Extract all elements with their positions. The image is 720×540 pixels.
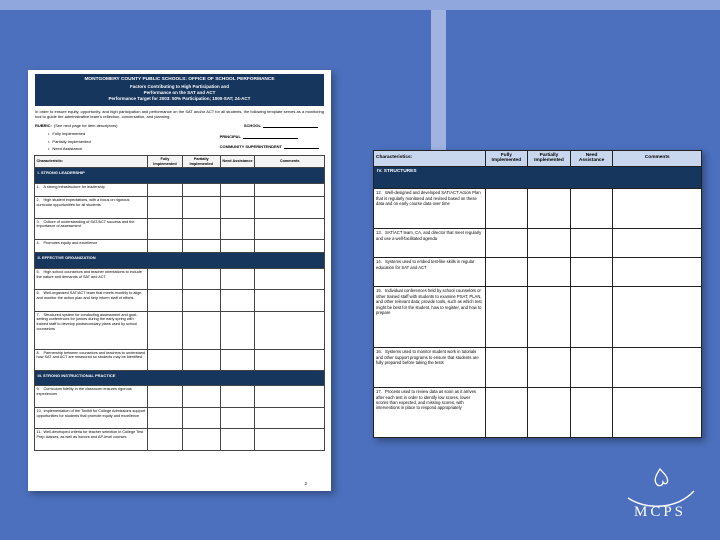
row-text: Well-developed criteria for teacher selection in College Test Prep classes, as well as honors and AP-level courses	[36, 430, 144, 440]
table-row	[35, 290, 325, 311]
cell-need-assistance	[220, 239, 255, 252]
signature-lines	[220, 134, 319, 152]
row-text: Implementation of the Toolkit for College Admissions support opportunities for students that promote equity and excellence	[36, 408, 146, 418]
row-number: 7.	[36, 312, 40, 317]
col-partially-implemented: Partially Implemented	[182, 155, 220, 167]
cell-comments	[255, 268, 325, 289]
document-subtitle-2: Performance on the SAT and ACT	[143, 90, 216, 95]
cell-comments	[255, 386, 325, 407]
cell-comments	[255, 197, 325, 218]
cell-fully-implemented	[485, 228, 528, 257]
row-text: Culture of understanding of SAT/ACT success and the importance of assessment	[36, 219, 135, 229]
document-subtitle-3: Performance Target for 2003: 50% Participation; 1000-SAT; 24-ACT	[108, 96, 251, 102]
cell-partially-implemented	[528, 188, 571, 228]
cell-need-assistance	[220, 429, 255, 451]
bullet-icon: •	[48, 131, 50, 137]
row-number: 17.	[376, 389, 382, 395]
cell-fully-implemented	[485, 387, 528, 437]
row-text: Individual conferences held by school counselors or other trained staff with students to examine PSAT, PLAN, and other relevant data; provide tools, such as which test might be best for the student, how to register, and how to prepare	[376, 288, 482, 316]
cell-comments	[255, 429, 325, 451]
cell-need-assistance	[220, 349, 255, 370]
cell-fully-implemented	[148, 239, 183, 252]
cell-fully-implemented	[148, 429, 183, 451]
cell-fully-implemented	[148, 268, 183, 289]
cell-partially-implemented	[182, 311, 220, 349]
rubric-line	[35, 123, 324, 128]
col-need-assistance: Need Assistance	[570, 151, 613, 167]
school-label: SCHOOL	[243, 123, 261, 129]
cell-characteristic	[374, 347, 486, 387]
cell-comments	[613, 347, 702, 387]
cell-need-assistance	[570, 188, 613, 228]
principal-field	[220, 134, 319, 139]
section-row-effective-organization	[35, 253, 325, 268]
superintendent-label: COMMUNITY SUPERINTENDENT	[219, 144, 282, 150]
section-title: IV. STRUCTURES	[374, 166, 702, 188]
section-title: I. STRONG LEADERSHIP	[35, 168, 325, 183]
table-row	[374, 188, 702, 228]
cell-comments	[613, 387, 702, 437]
cell-partially-implemented	[528, 347, 571, 387]
row-number: 13.	[376, 230, 382, 236]
table-row	[35, 268, 325, 289]
cell-partially-implemented	[182, 429, 220, 451]
cell-comments	[255, 311, 325, 349]
row-text: Curriculum fidelity in the classroom ensures rigorous experiences	[36, 387, 132, 397]
principal-label: PRINCIPAL	[219, 134, 241, 140]
cell-partially-implemented	[182, 183, 220, 196]
col-characteristic: Characteristic:	[35, 155, 148, 167]
cell-need-assistance	[220, 268, 255, 289]
legend-label: Fully Implemented	[52, 131, 86, 137]
intro-paragraph: In order to ensure equity, opportunity, and high participation and performance on the SAT and/or ACT for all students, the following template serves as a monitoring tool to guide the administrative team's reflection, conversation, and planning.	[35, 108, 324, 119]
cell-characteristic	[35, 349, 148, 370]
cell-characteristic	[374, 228, 486, 257]
cell-need-assistance	[570, 347, 613, 387]
cell-characteristic	[35, 218, 148, 239]
row-text: Partnership between counselors and teachers to understand how SAT and ACT are measured so students may be identified	[36, 350, 146, 360]
table-header-row	[35, 155, 325, 167]
cell-comments	[255, 407, 325, 428]
cell-need-assistance	[570, 228, 613, 257]
row-text: Well-designed and developed SAT/ACT Action Plan that is regularly monitored and revised based on these data and on early course data over time	[376, 190, 481, 207]
document-subtitle-1: Factors Contributing to High Participation and	[130, 83, 229, 89]
legend-item	[48, 130, 91, 137]
table-row	[35, 311, 325, 349]
cell-characteristic	[35, 407, 148, 428]
flame-icon	[655, 469, 667, 486]
rubric-label: RUBRIC:	[35, 123, 52, 129]
row-number: 6.	[36, 291, 40, 296]
bullet-icon: •	[48, 145, 50, 151]
row-text: Well-organized SAT/ACT team that meets monthly to align and monitor the action plan and help inform staff of efforts	[36, 291, 142, 300]
col-fully-implemented: Fully Implemented	[485, 151, 528, 167]
cell-need-assistance	[220, 386, 255, 407]
table-row	[35, 183, 325, 196]
cell-need-assistance	[220, 218, 255, 239]
table-row	[35, 218, 325, 239]
structures-table	[373, 150, 702, 438]
cell-characteristic	[374, 257, 486, 286]
table-row	[35, 349, 325, 370]
cell-need-assistance	[570, 257, 613, 286]
table-row	[35, 429, 325, 451]
cell-fully-implemented	[148, 349, 183, 370]
cell-partially-implemented	[528, 387, 571, 437]
table-row	[374, 347, 702, 387]
row-number: 3.	[36, 219, 40, 224]
cell-partially-implemented	[182, 386, 220, 407]
cell-partially-implemented	[182, 268, 220, 289]
rubric-document-page	[28, 70, 331, 491]
section-title: II. EFFECTIVE ORGANIZATION	[35, 253, 325, 268]
row-text: Systems used to embed test-like skills in regular education for SAT and ACT	[376, 259, 475, 270]
cell-partially-implemented	[528, 286, 571, 347]
cell-partially-implemented	[182, 407, 220, 428]
row-number: 8.	[36, 350, 40, 355]
rubric-table	[34, 155, 325, 451]
row-text: High student expectations, with a focus on rigorous curricular opportunities for all students	[36, 198, 130, 207]
row-number: 5.	[36, 269, 40, 274]
table-header-row	[374, 151, 702, 167]
row-number: 10.	[36, 408, 42, 413]
cell-need-assistance	[220, 407, 255, 428]
mcps-logo-text: MCPS	[633, 504, 687, 520]
section-row-strong-instructional-practice	[35, 371, 325, 386]
cell-need-assistance	[570, 286, 613, 347]
superintendent-blank-line	[284, 146, 319, 149]
legend-label: Need Assistance	[52, 145, 83, 151]
cell-characteristic	[374, 188, 486, 228]
table-row	[35, 407, 325, 428]
cell-characteristic	[35, 197, 148, 218]
bullet-icon: •	[48, 138, 50, 144]
school-field	[244, 123, 318, 128]
row-text: A strong infrastructure for leadership	[43, 184, 105, 189]
cell-characteristic	[374, 286, 486, 347]
row-number: 11.	[36, 430, 42, 435]
rubric-legend	[48, 130, 91, 152]
mcps-logo-graphic	[618, 466, 702, 526]
cell-comments	[613, 188, 702, 228]
document-title: MONTGOMERY COUNTY PUBLIC SCHOOLS: OFFICE OF SCHOOL PERFORMANCE	[84, 77, 275, 82]
cell-fully-implemented	[148, 183, 183, 196]
table-row	[35, 239, 325, 252]
mcps-logo	[618, 466, 702, 526]
cell-partially-implemented	[182, 239, 220, 252]
cell-fully-implemented	[485, 286, 528, 347]
cell-comments	[613, 257, 702, 286]
row-number: 1.	[36, 184, 40, 189]
cell-comments	[255, 218, 325, 239]
cell-characteristic	[35, 239, 148, 252]
document-header	[35, 74, 324, 106]
cell-partially-implemented	[182, 197, 220, 218]
table-row	[374, 387, 702, 437]
cell-fully-implemented	[148, 197, 183, 218]
rubric-note: (See next page for item descriptors)	[53, 123, 118, 129]
section-row-structures	[374, 166, 702, 188]
col-comments: Comments	[613, 151, 702, 167]
col-need-assistance: Need Assistance	[220, 155, 255, 167]
col-characteristics: Characteristics:	[374, 151, 486, 167]
legend-and-signatures	[48, 130, 319, 152]
superintendent-field	[220, 144, 319, 149]
page-number: 2	[304, 481, 307, 486]
row-text: Process used to review data as soon as it arrives after each test in order to identify low scores, lower scores than expected, and missing scores, with interventions in place to respond appropriately	[376, 389, 477, 411]
cell-fully-implemented	[148, 386, 183, 407]
cell-comments	[255, 239, 325, 252]
col-fully-implemented: Fully Implemented	[148, 155, 183, 167]
legend-item	[48, 145, 91, 152]
cell-need-assistance	[220, 197, 255, 218]
cell-need-assistance	[220, 290, 255, 311]
row-text: Structured system for conducting assessment and goal-setting conferences for juniors during the early spring with trained staff to develop postsecondary plans used by school counselors	[36, 312, 138, 332]
section-row-strong-leadership	[35, 168, 325, 183]
cell-fully-implemented	[148, 290, 183, 311]
row-number: 16.	[376, 349, 382, 355]
row-number: 12.	[376, 190, 382, 196]
cell-comments	[613, 286, 702, 347]
cell-fully-implemented	[485, 257, 528, 286]
cell-fully-implemented	[485, 347, 528, 387]
cell-comments	[255, 183, 325, 196]
cell-fully-implemented	[148, 218, 183, 239]
cell-characteristic	[35, 311, 148, 349]
cell-characteristic	[35, 183, 148, 196]
cell-characteristic	[35, 268, 148, 289]
principal-blank-line	[243, 136, 298, 139]
col-comments: Comments	[255, 155, 325, 167]
school-blank-line	[263, 125, 318, 128]
cell-need-assistance	[220, 183, 255, 196]
cell-fully-implemented	[485, 188, 528, 228]
row-text: SAT/ACT team, CA, and director that meet regularly and use a well-facilitated agenda	[376, 230, 482, 241]
table-row	[374, 286, 702, 347]
cell-comments	[613, 228, 702, 257]
table-row	[35, 386, 325, 407]
cell-characteristic	[35, 429, 148, 451]
cell-fully-implemented	[148, 311, 183, 349]
row-number: 2.	[36, 198, 40, 203]
table-row	[374, 228, 702, 257]
legend-label: Partially Implemented	[52, 138, 91, 144]
cell-need-assistance	[570, 387, 613, 437]
cell-fully-implemented	[148, 407, 183, 428]
section-title: III. STRONG INSTRUCTIONAL PRACTICE	[35, 371, 325, 386]
cell-partially-implemented	[182, 218, 220, 239]
table-row	[35, 197, 325, 218]
col-partially-implemented: Partially Implemented	[528, 151, 571, 167]
cell-comments	[255, 290, 325, 311]
row-number: 15.	[376, 288, 382, 294]
row-text: Promotes equity and excellence	[43, 240, 98, 245]
row-text: Systems used to monitor student work in tutorials and other support programs to ensure that students are fully prepared before taking the tests	[376, 349, 479, 366]
row-number: 14.	[376, 259, 382, 265]
cell-partially-implemented	[182, 349, 220, 370]
table-row	[374, 257, 702, 286]
structures-table-detail	[373, 150, 702, 438]
cell-characteristic	[35, 290, 148, 311]
cell-comments	[255, 349, 325, 370]
cell-partially-implemented	[182, 290, 220, 311]
cell-partially-implemented	[528, 228, 571, 257]
cell-partially-implemented	[528, 257, 571, 286]
legend-item	[48, 138, 91, 145]
row-number: 9.	[36, 387, 40, 392]
cell-characteristic	[374, 387, 486, 437]
cell-characteristic	[35, 386, 148, 407]
cell-need-assistance	[220, 311, 255, 349]
top-decor-band	[0, 0, 720, 10]
row-number: 4.	[36, 240, 40, 245]
row-text: High school counselors and teacher orientations to include the nature and demands of SAT and ACT	[36, 269, 142, 279]
